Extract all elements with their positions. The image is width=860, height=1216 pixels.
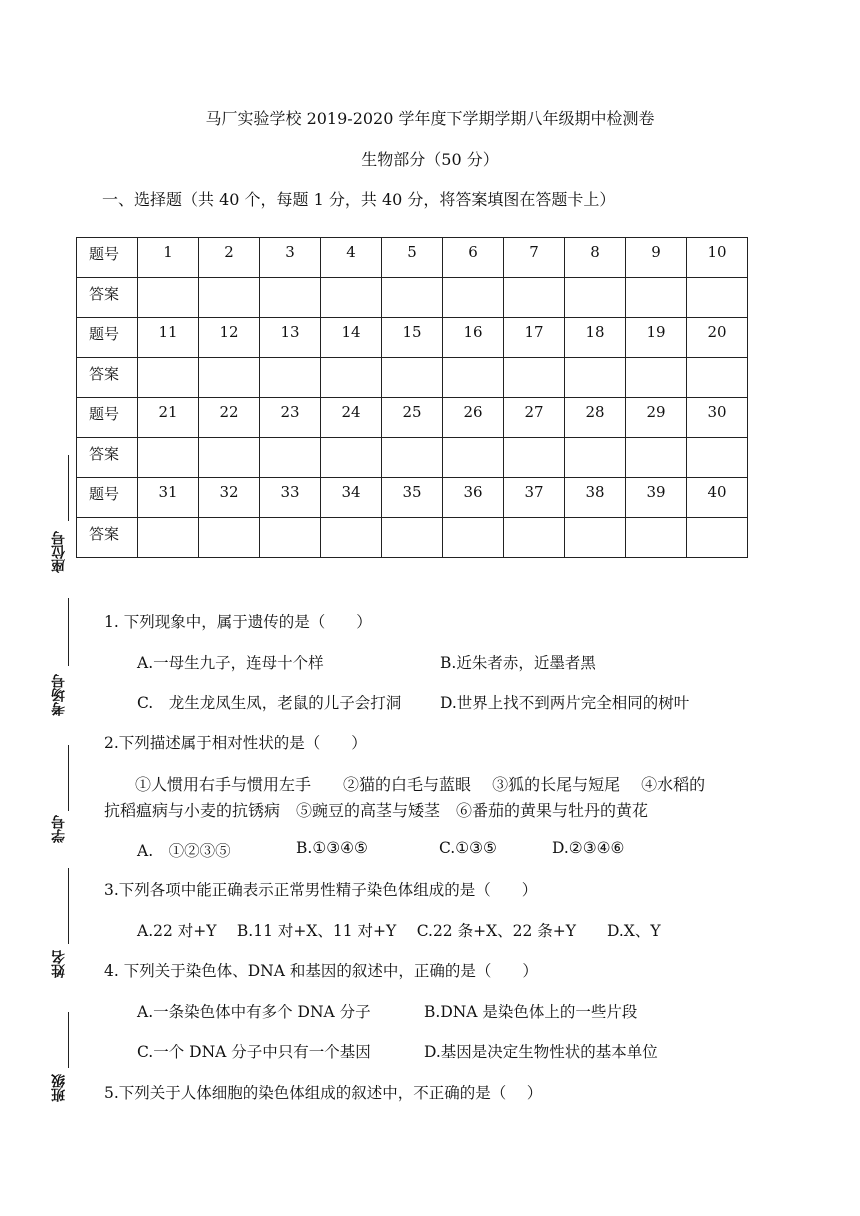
answer-cell[interactable] xyxy=(382,518,443,558)
question-2-option-c: C.①③⑤ xyxy=(439,839,497,857)
question-4-option-d: D.基因是决定生物性状的基本单位 xyxy=(424,1043,658,1061)
answer-cell[interactable] xyxy=(504,518,565,558)
answer-cell[interactable] xyxy=(260,518,321,558)
name-label: 姓名 xyxy=(51,950,67,978)
question-number-cell: 27 xyxy=(504,398,565,438)
answer-cell[interactable] xyxy=(565,438,626,478)
answer-cell[interactable] xyxy=(687,518,748,558)
number-row-header: 题号 xyxy=(77,398,138,438)
answer-sheet-table xyxy=(76,237,748,558)
answer-cell[interactable] xyxy=(260,278,321,318)
answer-cell[interactable] xyxy=(199,438,260,478)
answer-cell[interactable] xyxy=(565,358,626,398)
question-number-cell: 12 xyxy=(199,318,260,358)
answer-cell[interactable] xyxy=(138,358,199,398)
question-number-cell: 25 xyxy=(382,398,443,438)
question-number-cell: 35 xyxy=(382,478,443,518)
question-2-option-b: B.①③④⑤ xyxy=(296,839,368,857)
question-2-stem: 2.下列描述属于相对性状的是（ ） xyxy=(104,734,367,752)
answer-cell[interactable] xyxy=(626,438,687,478)
answer-cell[interactable] xyxy=(565,518,626,558)
student-id-field xyxy=(44,745,74,845)
answer-cell[interactable] xyxy=(260,358,321,398)
answer-cell[interactable] xyxy=(321,438,382,478)
answer-cell[interactable] xyxy=(443,358,504,398)
number-row xyxy=(77,478,748,518)
answer-cell[interactable] xyxy=(199,358,260,398)
number-row xyxy=(77,318,748,358)
question-number-cell: 22 xyxy=(199,398,260,438)
answer-row xyxy=(77,278,748,318)
question-number-cell: 36 xyxy=(443,478,504,518)
number-row xyxy=(77,238,748,278)
question-number-cell: 2 xyxy=(199,238,260,278)
question-1-stem: 1. 下列现象中，属于遗传的是（ ） xyxy=(104,613,372,631)
exam-room-field xyxy=(44,598,74,718)
question-1-option-a: A.一母生九子，连母十个样 xyxy=(137,654,324,672)
question-number-cell: 9 xyxy=(626,238,687,278)
question-number-cell: 23 xyxy=(260,398,321,438)
question-4-stem: 4. 下列关于染色体、DNA 和基因的叙述中，正确的是（ ） xyxy=(104,962,538,980)
question-number-cell: 37 xyxy=(504,478,565,518)
question-3-stem: 3.下列各项中能正确表示正常男性精子染色体组成的是（ ） xyxy=(104,881,538,899)
answer-cell[interactable] xyxy=(443,278,504,318)
name-field xyxy=(44,868,74,980)
question-number-cell: 18 xyxy=(565,318,626,358)
name-line xyxy=(68,868,69,944)
question-number-cell: 29 xyxy=(626,398,687,438)
question-2-items-line-1: ①人惯用右手与惯用左手 ②猫的白毛与蓝眼 ③狐的长尾与短尾 ④水稻的 xyxy=(135,775,706,794)
answer-cell[interactable] xyxy=(382,358,443,398)
question-number-cell: 39 xyxy=(626,478,687,518)
answer-cell[interactable] xyxy=(504,358,565,398)
question-2-items-line-2: 抗稻瘟病与小麦的抗锈病 ⑤豌豆的高茎与矮茎 ⑥番茄的黄果与牡丹的黄花 xyxy=(104,801,649,820)
exam-room-label: 考场号 xyxy=(51,674,67,716)
question-number-cell: 4 xyxy=(321,238,382,278)
question-3-options: A.22 对+Y B.11 对+X、11 对+Y C.22 条+X、22 条+Y D.X、Y xyxy=(137,922,661,940)
question-number-cell: 10 xyxy=(687,238,748,278)
question-1-option-c: C. 龙生龙凤生凤，老鼠的儿子会打洞 xyxy=(137,694,402,712)
question-number-cell: 6 xyxy=(443,238,504,278)
answer-cell[interactable] xyxy=(199,518,260,558)
answer-cell[interactable] xyxy=(138,278,199,318)
answer-row-header: 答案 xyxy=(77,278,138,318)
answer-row xyxy=(77,438,748,478)
question-5-stem: 5.下列关于人体细胞的染色体组成的叙述中，不正确的是（ ） xyxy=(104,1084,543,1102)
question-number-cell: 19 xyxy=(626,318,687,358)
answer-cell[interactable] xyxy=(321,278,382,318)
student-id-label: 学号 xyxy=(51,815,67,843)
seat-number-field xyxy=(44,455,74,575)
answer-cell[interactable] xyxy=(443,438,504,478)
answer-cell[interactable] xyxy=(382,438,443,478)
answer-cell[interactable] xyxy=(687,358,748,398)
question-number-cell: 38 xyxy=(565,478,626,518)
answer-cell[interactable] xyxy=(626,278,687,318)
answer-row-header: 答案 xyxy=(77,518,138,558)
question-4-option-c: C.一个 DNA 分子中只有一个基因 xyxy=(137,1043,371,1061)
question-4-option-a: A.一条染色体中有多个 DNA 分子 xyxy=(137,1003,371,1021)
number-row-header: 题号 xyxy=(77,318,138,358)
exam-title: 马厂实验学校 2019-2020 学年度下学期学期八年级期中检测卷 xyxy=(205,109,655,128)
answer-cell[interactable] xyxy=(199,278,260,318)
seat-number-line xyxy=(68,455,69,521)
answer-row-header: 答案 xyxy=(77,438,138,478)
answer-cell[interactable] xyxy=(138,438,199,478)
question-number-cell: 32 xyxy=(199,478,260,518)
class-label: 班级 xyxy=(51,1074,67,1102)
question-number-cell: 7 xyxy=(504,238,565,278)
question-number-cell: 13 xyxy=(260,318,321,358)
answer-cell[interactable] xyxy=(504,278,565,318)
question-number-cell: 30 xyxy=(687,398,748,438)
answer-row-header: 答案 xyxy=(77,358,138,398)
number-row xyxy=(77,398,748,438)
answer-row xyxy=(77,518,748,558)
question-number-cell: 17 xyxy=(504,318,565,358)
question-number-cell: 16 xyxy=(443,318,504,358)
question-number-cell: 15 xyxy=(382,318,443,358)
number-row-header: 题号 xyxy=(77,238,138,278)
question-number-cell: 26 xyxy=(443,398,504,438)
answer-cell[interactable] xyxy=(687,438,748,478)
question-number-cell: 3 xyxy=(260,238,321,278)
class-field xyxy=(44,1012,74,1104)
seat-number-label: 座位号 xyxy=(51,531,67,573)
answer-cell[interactable] xyxy=(321,518,382,558)
answer-row xyxy=(77,358,748,398)
exam-room-line xyxy=(68,598,69,666)
question-number-cell: 28 xyxy=(565,398,626,438)
question-1-option-b: B.近朱者赤，近墨者黑 xyxy=(440,654,596,672)
question-number-cell: 33 xyxy=(260,478,321,518)
number-row-header: 题号 xyxy=(77,478,138,518)
question-number-cell: 34 xyxy=(321,478,382,518)
answer-cell[interactable] xyxy=(626,518,687,558)
exam-subtitle: 生物部分（50 分） xyxy=(361,150,499,169)
answer-cell[interactable] xyxy=(321,358,382,398)
answer-cell[interactable] xyxy=(626,358,687,398)
question-2-option-a: A. ①②③⑤ xyxy=(137,842,231,860)
answer-cell[interactable] xyxy=(443,518,504,558)
answer-cell[interactable] xyxy=(687,278,748,318)
section-heading: 一、选择题（共 40 个，每题 1 分，共 40 分，将答案填图在答题卡上） xyxy=(102,190,616,209)
question-number-cell: 24 xyxy=(321,398,382,438)
student-id-line xyxy=(68,745,69,811)
answer-cell[interactable] xyxy=(138,518,199,558)
question-number-cell: 14 xyxy=(321,318,382,358)
question-number-cell: 20 xyxy=(687,318,748,358)
question-number-cell: 5 xyxy=(382,238,443,278)
question-2-option-d: D.②③④⑥ xyxy=(552,839,625,857)
question-number-cell: 21 xyxy=(138,398,199,438)
question-number-cell: 31 xyxy=(138,478,199,518)
question-1-option-d: D.世界上找不到两片完全相同的树叶 xyxy=(440,694,690,712)
question-number-cell: 8 xyxy=(565,238,626,278)
answer-cell[interactable] xyxy=(565,278,626,318)
class-line xyxy=(68,1012,69,1068)
answer-cell[interactable] xyxy=(382,278,443,318)
answer-cell[interactable] xyxy=(504,438,565,478)
question-number-cell: 11 xyxy=(138,318,199,358)
answer-cell[interactable] xyxy=(260,438,321,478)
question-number-cell: 40 xyxy=(687,478,748,518)
question-4-option-b: B.DNA 是染色体上的一些片段 xyxy=(424,1003,638,1021)
question-number-cell: 1 xyxy=(138,238,199,278)
